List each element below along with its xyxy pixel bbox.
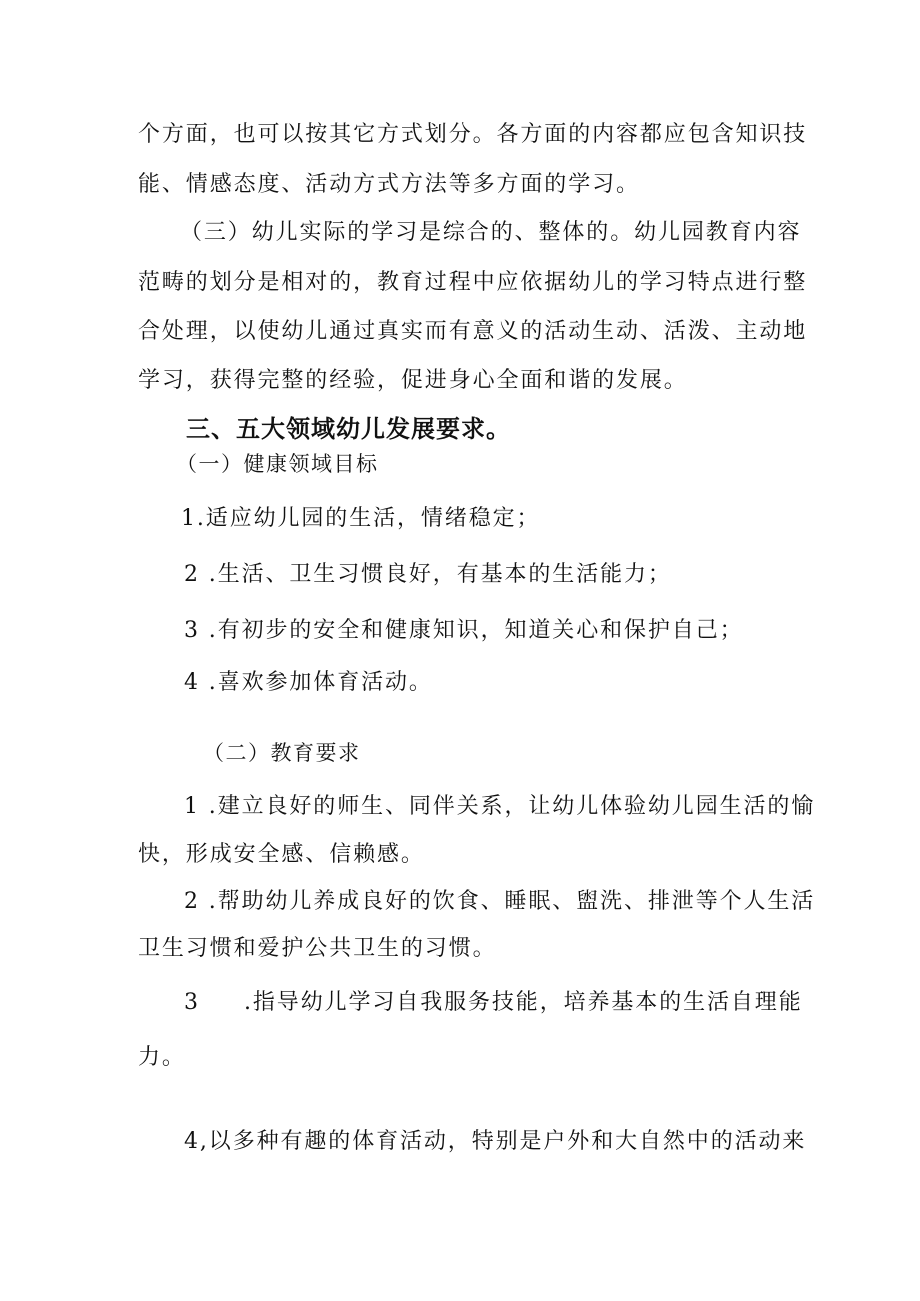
item-number: 3: [184, 990, 200, 1015]
item-text: 指导幼儿学习自我服务技能，培养基本的生活自理能: [252, 990, 803, 1015]
item-text: 喜欢参加体育活动。: [217, 670, 433, 695]
edu-item-1-line-2: 快，形成安全感、信赖感。: [138, 842, 425, 867]
point3-line-1: （三）幼儿实际的学习是综合的、整体的。幼儿园教育内容: [180, 220, 802, 245]
item-text: 生活、卫生习惯良好，有基本的生活能力；: [217, 562, 672, 587]
intro-line-1: 个方面，也可以按其它方式划分。各方面的内容都应包含知识技: [138, 122, 808, 147]
edu-item-1-line-1: [184, 792, 816, 822]
health-goal-item: [181, 504, 540, 534]
item-text: 适应幼儿园的生活，情绪稳定；: [205, 506, 541, 531]
point3-line-3: 合处理，以使幼儿通过真实而有意义的活动生动、活泼、主动地: [138, 319, 808, 344]
edu-item-4-line-1: [184, 1127, 807, 1157]
edu-item-2-line-1: [184, 887, 816, 917]
item-number: 2 .: [184, 889, 218, 914]
item-number-dot: .: [244, 990, 253, 1015]
item-text: 以多种有趣的体育活动，特别是户外和大自然中的活动来: [208, 1129, 807, 1154]
item-number: 1 .: [184, 794, 218, 819]
item-text: 帮助幼儿养成良好的饮食、睡眠、盥洗、排泄等个人生活: [217, 889, 816, 914]
item-text: 建立良好的师生、同伴关系，让幼儿体验幼儿园生活的愉: [217, 794, 816, 819]
intro-line-2: 能、情感态度、活动方式方法等多方面的学习。: [138, 172, 640, 197]
health-goal-item: [184, 616, 744, 646]
item-number: 4,: [184, 1129, 209, 1154]
item-number: 3 .: [184, 618, 218, 643]
point3-line-4: 学习，获得完整的经验，促进身心全面和谐的发展。: [138, 368, 688, 393]
health-goal-item: [184, 668, 433, 698]
item-number: 4 .: [184, 670, 218, 695]
section-title: 三、五大领域幼儿发展要求。: [186, 415, 511, 443]
edu-item-2-line-2: 卫生习惯和爱护公共卫生的习惯。: [138, 936, 497, 961]
item-number: 1.: [181, 506, 206, 531]
edu-item-3-line-1: [184, 988, 803, 1018]
edu-requirements-heading: （二）教育要求: [203, 741, 361, 765]
edu-item-3-line-2: 力。: [138, 1045, 186, 1070]
point3-line-2: 范畴的划分是相对的，教育过程中应依据幼儿的学习特点进行整: [138, 270, 808, 295]
health-goals-heading: （一）健康领域目标: [176, 452, 379, 476]
item-text: 有初步的安全和健康知识，知道关心和保护自己；: [217, 618, 744, 643]
item-number: 2 .: [184, 562, 218, 587]
health-goal-item: [184, 560, 672, 590]
